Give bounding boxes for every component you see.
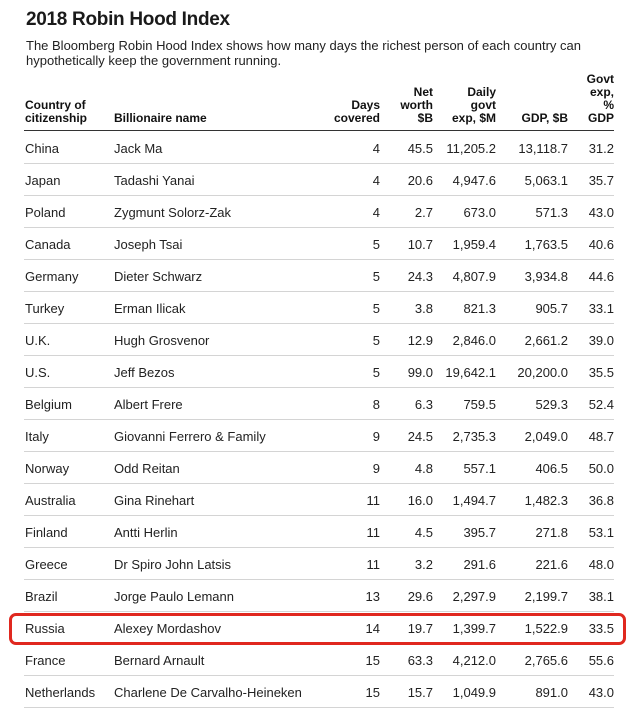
header-pct-line2: exp, [589,85,614,99]
cell-billionaire: Antti Herlin [114,525,178,540]
cell-daily-exp: 759.5 [463,397,496,412]
cell-govt-exp-pct: 35.7 [588,173,614,188]
cell-govt-exp-pct: 36.8 [588,493,614,508]
cell-days: 11 [366,557,380,572]
cell-net-worth: 24.5 [407,429,433,444]
cell-net-worth: 12.9 [407,333,433,348]
header-pct-line4: GDP [587,111,614,125]
cell-billionaire: Erman Ilicak [114,301,186,316]
cell-net-worth: 3.2 [414,557,433,572]
cell-country: U.S. [25,365,51,380]
cell-billionaire: Giovanni Ferrero & Family [114,429,266,444]
cell-billionaire: Hugh Grosvenor [114,333,210,348]
header-days-line1: Days [351,98,380,112]
table-row [0,516,639,548]
cell-gdp: 20,200.0 [517,365,568,380]
cell-govt-exp-pct: 55.6 [588,653,614,668]
cell-govt-exp-pct: 52.4 [588,397,614,412]
header-exp-line1: Daily [467,85,496,99]
table-row [0,356,639,388]
cell-gdp: 406.5 [535,461,568,476]
cell-billionaire: Alexey Mordashov [114,621,221,636]
header-pct-line3: % [603,98,614,112]
cell-billionaire: Joseph Tsai [114,237,183,252]
page-title: 2018 Robin Hood Index [26,9,230,30]
header-country-line2: citizenship [25,111,88,125]
header-days-line2: covered [333,111,380,125]
cell-gdp: 905.7 [535,301,568,316]
cell-country: France [25,653,66,668]
cell-country: Canada [25,237,71,252]
cell-days: 13 [365,589,380,604]
cell-daily-exp: 4,212.0 [452,653,496,668]
cell-gdp: 891.0 [535,685,568,700]
header-days [334,99,380,125]
cell-gdp: 5,063.1 [524,173,568,188]
cell-country: Turkey [25,301,65,316]
table-row [0,132,639,164]
cell-billionaire: Zygmunt Solorz-Zak [114,205,232,220]
cell-daily-exp: 1,494.7 [452,493,496,508]
cell-country: Norway [25,461,70,476]
cell-gdp: 1,522.9 [524,621,568,636]
header-net-line1: Net [413,85,433,99]
cell-net-worth: 4.5 [414,525,433,540]
cell-daily-exp: 2,735.3 [452,429,496,444]
cell-daily-exp: 1,399.7 [452,621,496,636]
header-daily-exp [452,86,496,125]
cell-billionaire: Jack Ma [114,141,163,156]
cell-govt-exp-pct: 48.0 [588,557,614,572]
cell-net-worth: 16.0 [407,493,433,508]
cell-days: 5 [372,333,380,348]
cell-billionaire: Jeff Bezos [114,365,175,380]
cell-govt-exp-pct: 53.1 [588,525,614,540]
cell-billionaire: Bernard Arnault [114,653,205,668]
cell-country: Italy [25,429,49,444]
cell-country: Russia [25,621,65,636]
cell-net-worth: 4.8 [414,461,433,476]
cell-govt-exp-pct: 35.5 [588,365,614,380]
cell-days: 5 [372,301,380,316]
cell-govt-exp-pct: 39.0 [588,333,614,348]
cell-days: 5 [372,237,380,252]
cell-govt-exp-pct: 44.6 [588,269,614,284]
highlight-box [9,613,626,645]
cell-days: 4 [372,141,380,156]
table-row [0,228,639,260]
cell-daily-exp: 4,947.6 [452,173,496,188]
cell-gdp: 571.3 [535,205,568,220]
cell-country: Germany [25,269,79,284]
table-row [0,420,639,452]
header-pct-line1: Govt [586,72,614,86]
cell-govt-exp-pct: 33.1 [588,301,614,316]
cell-daily-exp: 2,297.9 [452,589,496,604]
cell-net-worth: 63.3 [407,653,433,668]
cell-days: 5 [372,269,380,284]
cell-country: Australia [25,493,76,508]
cell-gdp: 221.6 [535,557,568,572]
cell-gdp: 2,199.7 [524,589,568,604]
header-govt-exp-pct [587,73,614,125]
cell-days: 15 [365,685,380,700]
cell-days: 14 [365,621,380,636]
header-net-line3: $B [417,111,433,125]
cell-billionaire: Charlene De Carvalho-Heineken [114,685,302,700]
cell-billionaire: Albert Frere [114,397,183,412]
table-header [0,72,639,129]
row-divider [24,707,614,708]
cell-days: 5 [372,365,380,380]
cell-country: Finland [25,525,68,540]
cell-days: 9 [372,461,380,476]
cell-country: China [25,141,59,156]
cell-daily-exp: 395.7 [463,525,496,540]
cell-billionaire: Tadashi Yanai [114,173,195,188]
cell-daily-exp: 1,049.9 [452,685,496,700]
header-exp-line2: govt [470,98,496,112]
cell-gdp: 271.8 [535,525,568,540]
table-row [0,164,639,196]
cell-billionaire: Gina Rinehart [114,493,195,508]
cell-country: Japan [25,173,61,188]
cell-country: Belgium [25,397,72,412]
cell-country: Brazil [25,589,58,604]
cell-days: 8 [372,397,380,412]
cell-billionaire: Dieter Schwarz [114,269,203,284]
cell-country: Poland [25,205,66,220]
header-net-line2: worth [400,98,433,112]
cell-gdp: 3,934.8 [524,269,568,284]
cell-govt-exp-pct: 50.0 [588,461,614,476]
cell-gdp: 1,763.5 [524,237,568,252]
table-row [0,292,639,324]
cell-days: 4 [372,173,380,188]
cell-gdp: 1,482.3 [524,493,568,508]
table-row [0,484,639,516]
table-row [0,548,639,580]
header-country [25,99,87,125]
header-country-line1: Country of [25,98,86,112]
cell-govt-exp-pct: 43.0 [588,685,614,700]
cell-days: 11 [366,525,380,540]
cell-net-worth: 24.3 [407,269,433,284]
table-row [0,196,639,228]
cell-days: 15 [365,653,380,668]
cell-days: 11 [366,493,380,508]
cell-gdp: 529.3 [535,397,568,412]
cell-govt-exp-pct: 33.5 [588,621,614,636]
cell-govt-exp-pct: 31.2 [588,141,614,156]
cell-daily-exp: 19,642.1 [445,365,496,380]
table-row [0,260,639,292]
cell-net-worth: 15.7 [407,685,433,700]
cell-days: 4 [372,205,380,220]
page-subtitle: The Bloomberg Robin Hood Index shows how many days the richest person of each country can hypothetically keep the government running. [26,38,581,68]
cell-net-worth: 20.6 [407,173,433,188]
table-row [0,580,639,612]
cell-gdp: 13,118.7 [518,141,568,156]
cell-gdp: 2,661.2 [524,333,568,348]
table-row [0,324,639,356]
cell-days: 9 [372,429,380,444]
cell-daily-exp: 557.1 [463,461,496,476]
cell-net-worth: 99.0 [407,365,433,380]
cell-net-worth: 6.3 [414,397,433,412]
cell-country: Greece [25,557,68,572]
cell-govt-exp-pct: 38.1 [588,589,614,604]
cell-daily-exp: 291.6 [463,557,496,572]
cell-billionaire: Dr Spiro John Latsis [114,557,232,572]
cell-gdp: 2,765.6 [524,653,568,668]
cell-daily-exp: 4,807.9 [452,269,496,284]
cell-net-worth: 29.6 [407,589,433,604]
header-net-worth [400,86,433,125]
cell-net-worth: 3.8 [414,301,433,316]
cell-net-worth: 10.7 [407,237,433,252]
cell-net-worth: 2.7 [414,205,433,220]
table-row [0,644,639,676]
header-exp-line3: exp, $M [451,111,496,125]
cell-daily-exp: 821.3 [463,301,496,316]
cell-daily-exp: 1,959.4 [452,237,496,252]
cell-gdp: 2,049.0 [524,429,568,444]
table-row [0,452,639,484]
cell-net-worth: 19.7 [407,621,433,636]
cell-country: Netherlands [25,685,96,700]
cell-billionaire: Odd Reitan [114,461,180,476]
cell-daily-exp: 11,205.2 [446,141,496,156]
cell-net-worth: 45.5 [407,141,433,156]
table-row [0,388,639,420]
cell-govt-exp-pct: 48.7 [588,429,614,444]
cell-daily-exp: 673.0 [463,205,496,220]
header-name: Billionaire name [114,111,207,125]
cell-daily-exp: 2,846.0 [452,333,496,348]
header-divider [24,130,614,131]
table-row [0,676,639,708]
header-gdp: GDP, $B [521,111,568,125]
cell-billionaire: Jorge Paulo Lemann [114,589,234,604]
cell-govt-exp-pct: 43.0 [588,205,614,220]
cell-country: U.K. [25,333,51,348]
cell-govt-exp-pct: 40.6 [588,237,614,252]
